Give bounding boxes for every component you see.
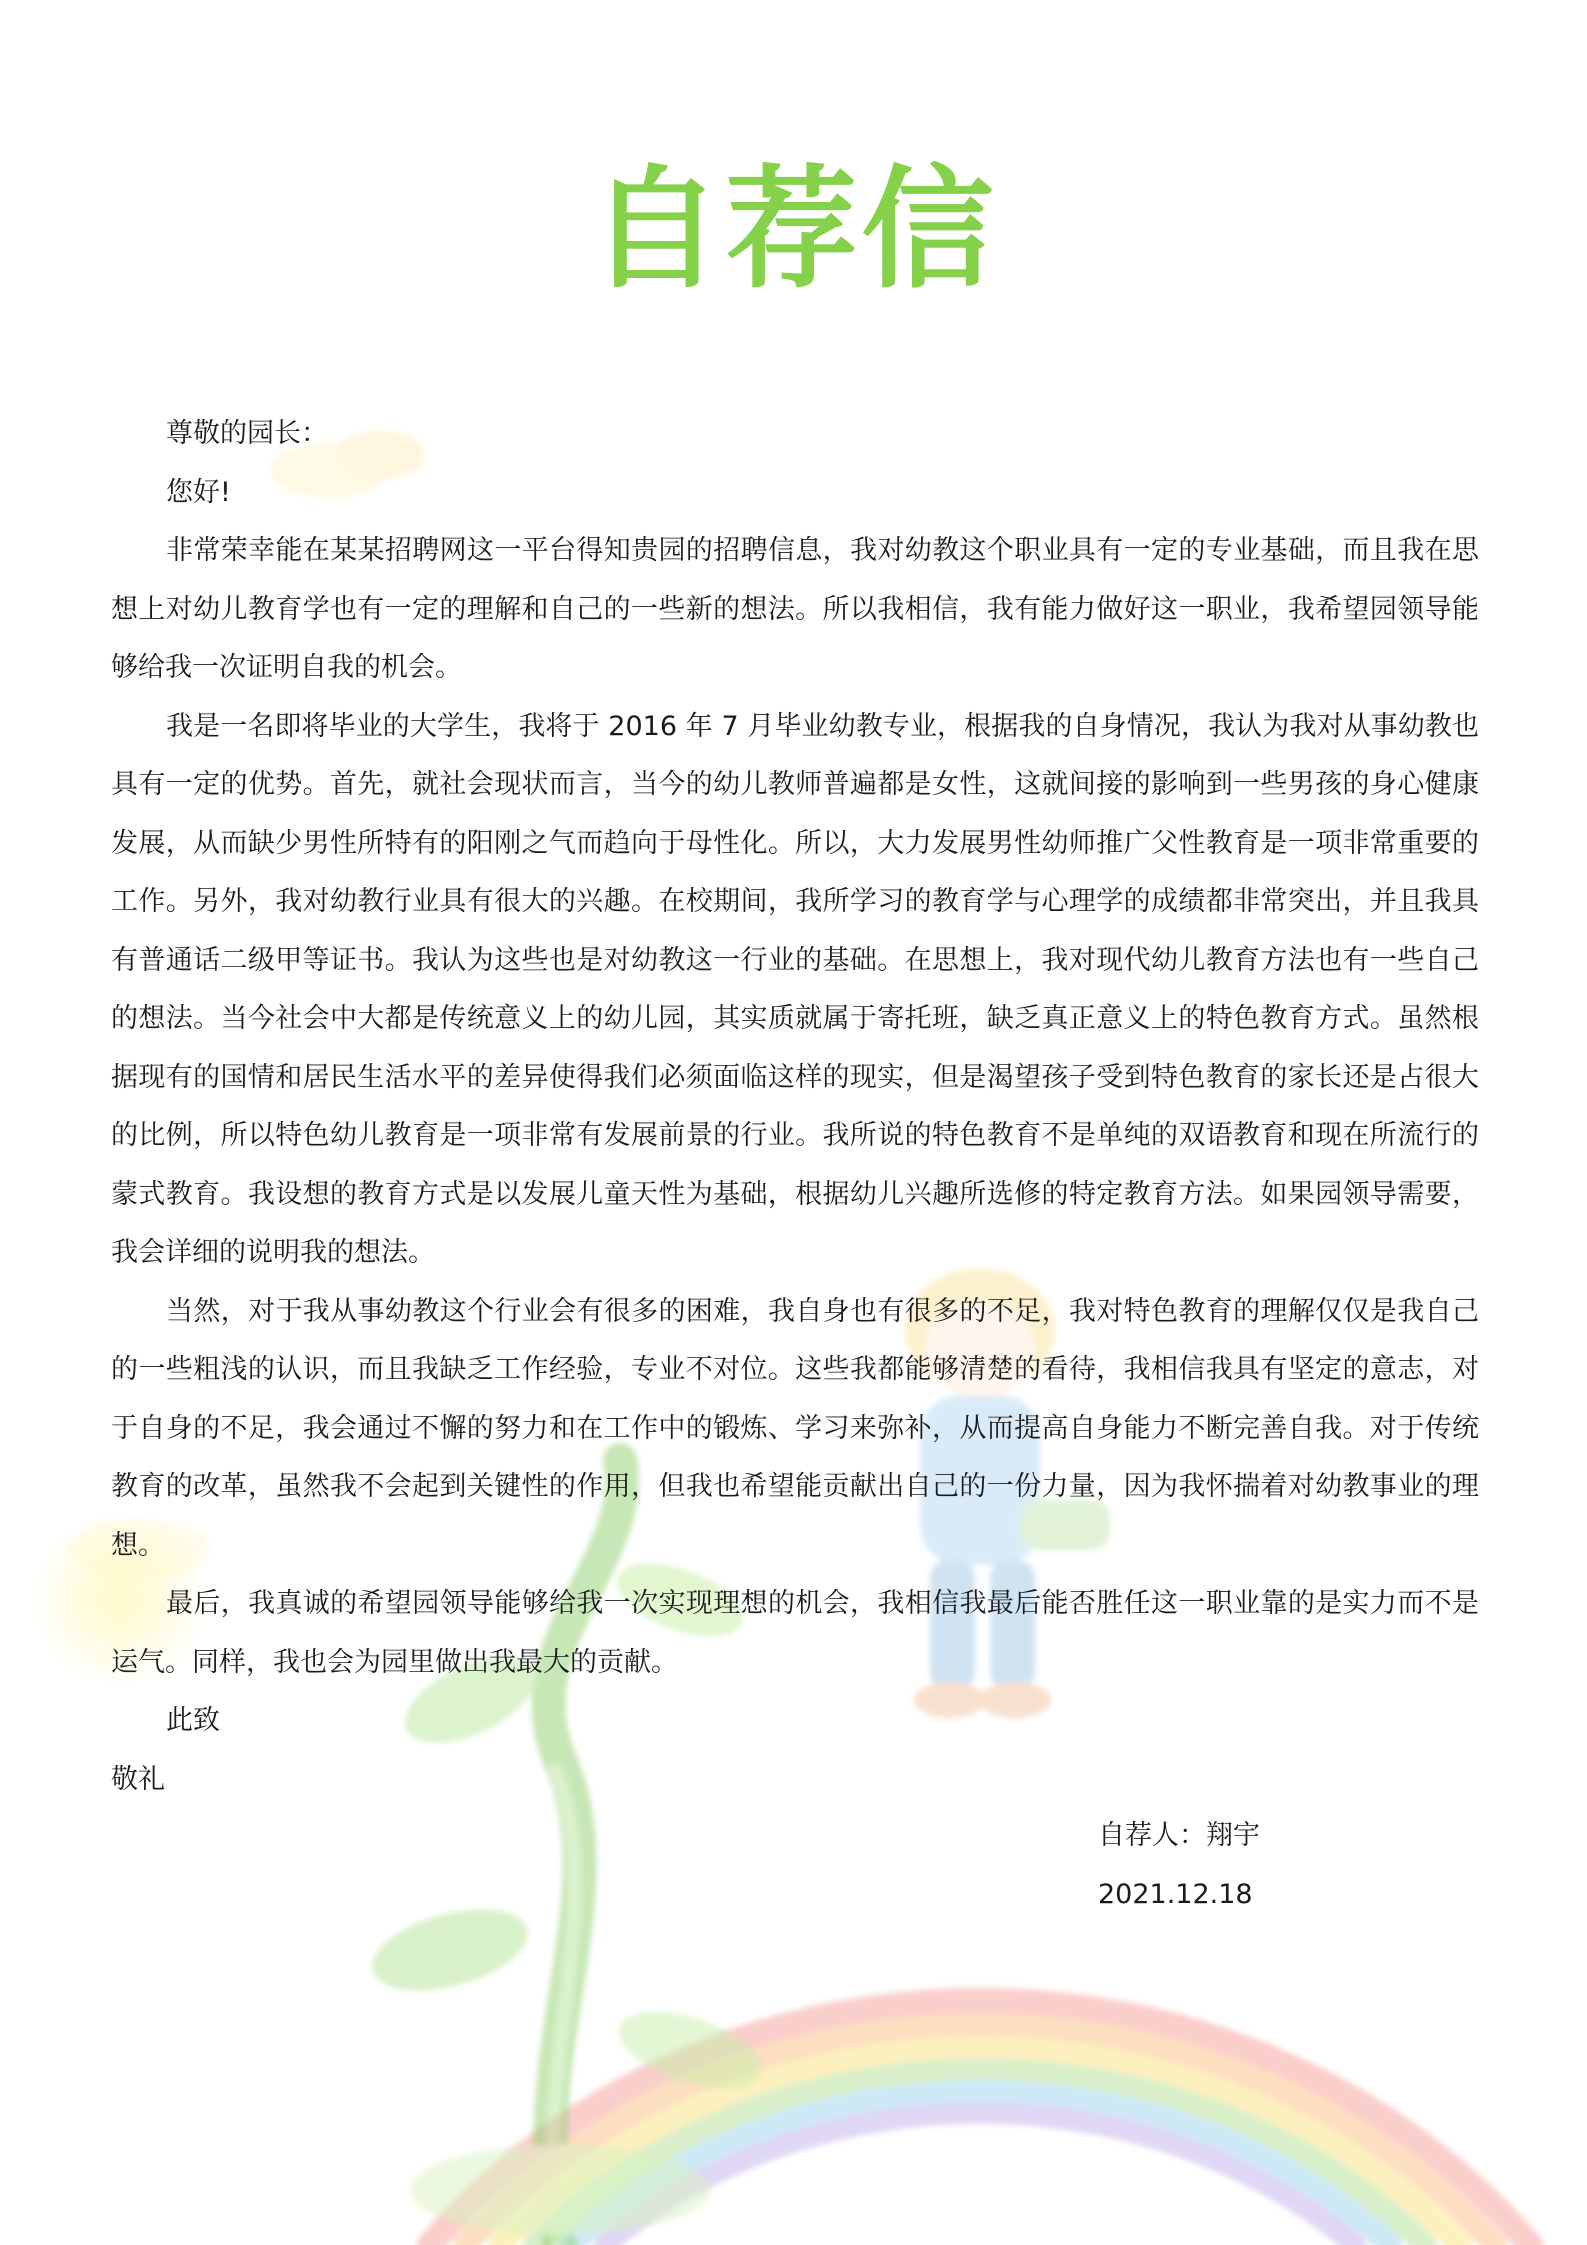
closing-2: 敬礼 <box>111 1763 165 1795</box>
date: 2021.12.18 <box>1098 1878 1253 1910</box>
paragraph-3: 当然，对于我从事幼教这个行业会有很多的困难，我自身也有很多的不足，我对特色教育的理解仅仅是我自己的一些粗浅的认识，而且我缺乏工作经验，专业不对位。这些我都能够清楚的看待，我相信我具有坚定的意志，对于自身的不足，我会通过不懈的努力和在工作中的锻炼、学习来弥补，从而提高自身能力不断完善自我。对于传统教育的改革，虽然我不会起到关键性的作用，但我也希望能贡献出自己的一份力量，因为我怀揣着对幼教事业的理想。 <box>111 1295 1479 1561</box>
signature: 自荐人：翔宇 <box>1098 1820 1260 1851</box>
greeting: 您好! <box>166 476 231 508</box>
letter-body <box>111 405 1479 1809</box>
signature-block <box>1098 1807 1260 1924</box>
closing-1: 此致 <box>166 1705 220 1736</box>
salutation: 尊敬的园长： <box>166 418 328 449</box>
paragraph-4: 最后，我真诚的希望园领导能够给我一次实现理想的机会，我相信我最后能否胜任这一职业靠的是实力而不是运气。同样，我也会为园里做出我最大的贡献。 <box>111 1588 1479 1678</box>
paragraph-1: 非常荣幸能在某某招聘网这一平台得知贵园的招聘信息，我对幼教这个职业具有一定的专业基础，而且我在思想上对幼儿教育学也有一定的理解和自己的一些新的想法。所以我相信，我有能力做好这一职业，我希望园领导能够给我一次证明自我的机会。 <box>111 535 1479 683</box>
letter-title: 自荐信 <box>589 153 998 307</box>
paragraph-2: 我是一名即将毕业的大学生，我将于 2016 年 7 月毕业幼教专业，根据我的自身情况，我认为我对从事幼教也具有一定的优势。首先，就社会现状而言，当今的幼儿教师普遍都是女性，这就间接的影响到一些男孩的身心健康发展，从而缺少男性所特有的阳刚之气而趋向于母性化。所以，大力发展男性幼师推广父性教育是一项非常重要的工作。另外，我对幼教行业具有很大的兴趣。在校期间，我所学习的教育学与心理学的成绩都非常突出，并且我具有普通话二级甲等证书。我认为这些也是对幼教这一行业的基础。在思想上，我对现代幼儿教育方法也有一些自己的想法。当今社会中大都是传统意义上的幼儿园，其实质就属于寄托班，缺乏真正意义上的特色教育方式。虽然根据现有的国情和居民生活水平的差异使得我们必须面临这样的现实，但是渴望孩子受到特色教育的家长还是占很大的比例，所以特色幼儿教育是一项非常有发展前景的行业。我所说的特色教育不是单纯的双语教育和现在所流行的蒙式教育。我设想的教育方式是以发展儿童天性为基础，根据幼儿兴趣所选修的特定教育方法。如果园领导需要，我会详细的说明我的想法。 <box>111 710 1479 1268</box>
